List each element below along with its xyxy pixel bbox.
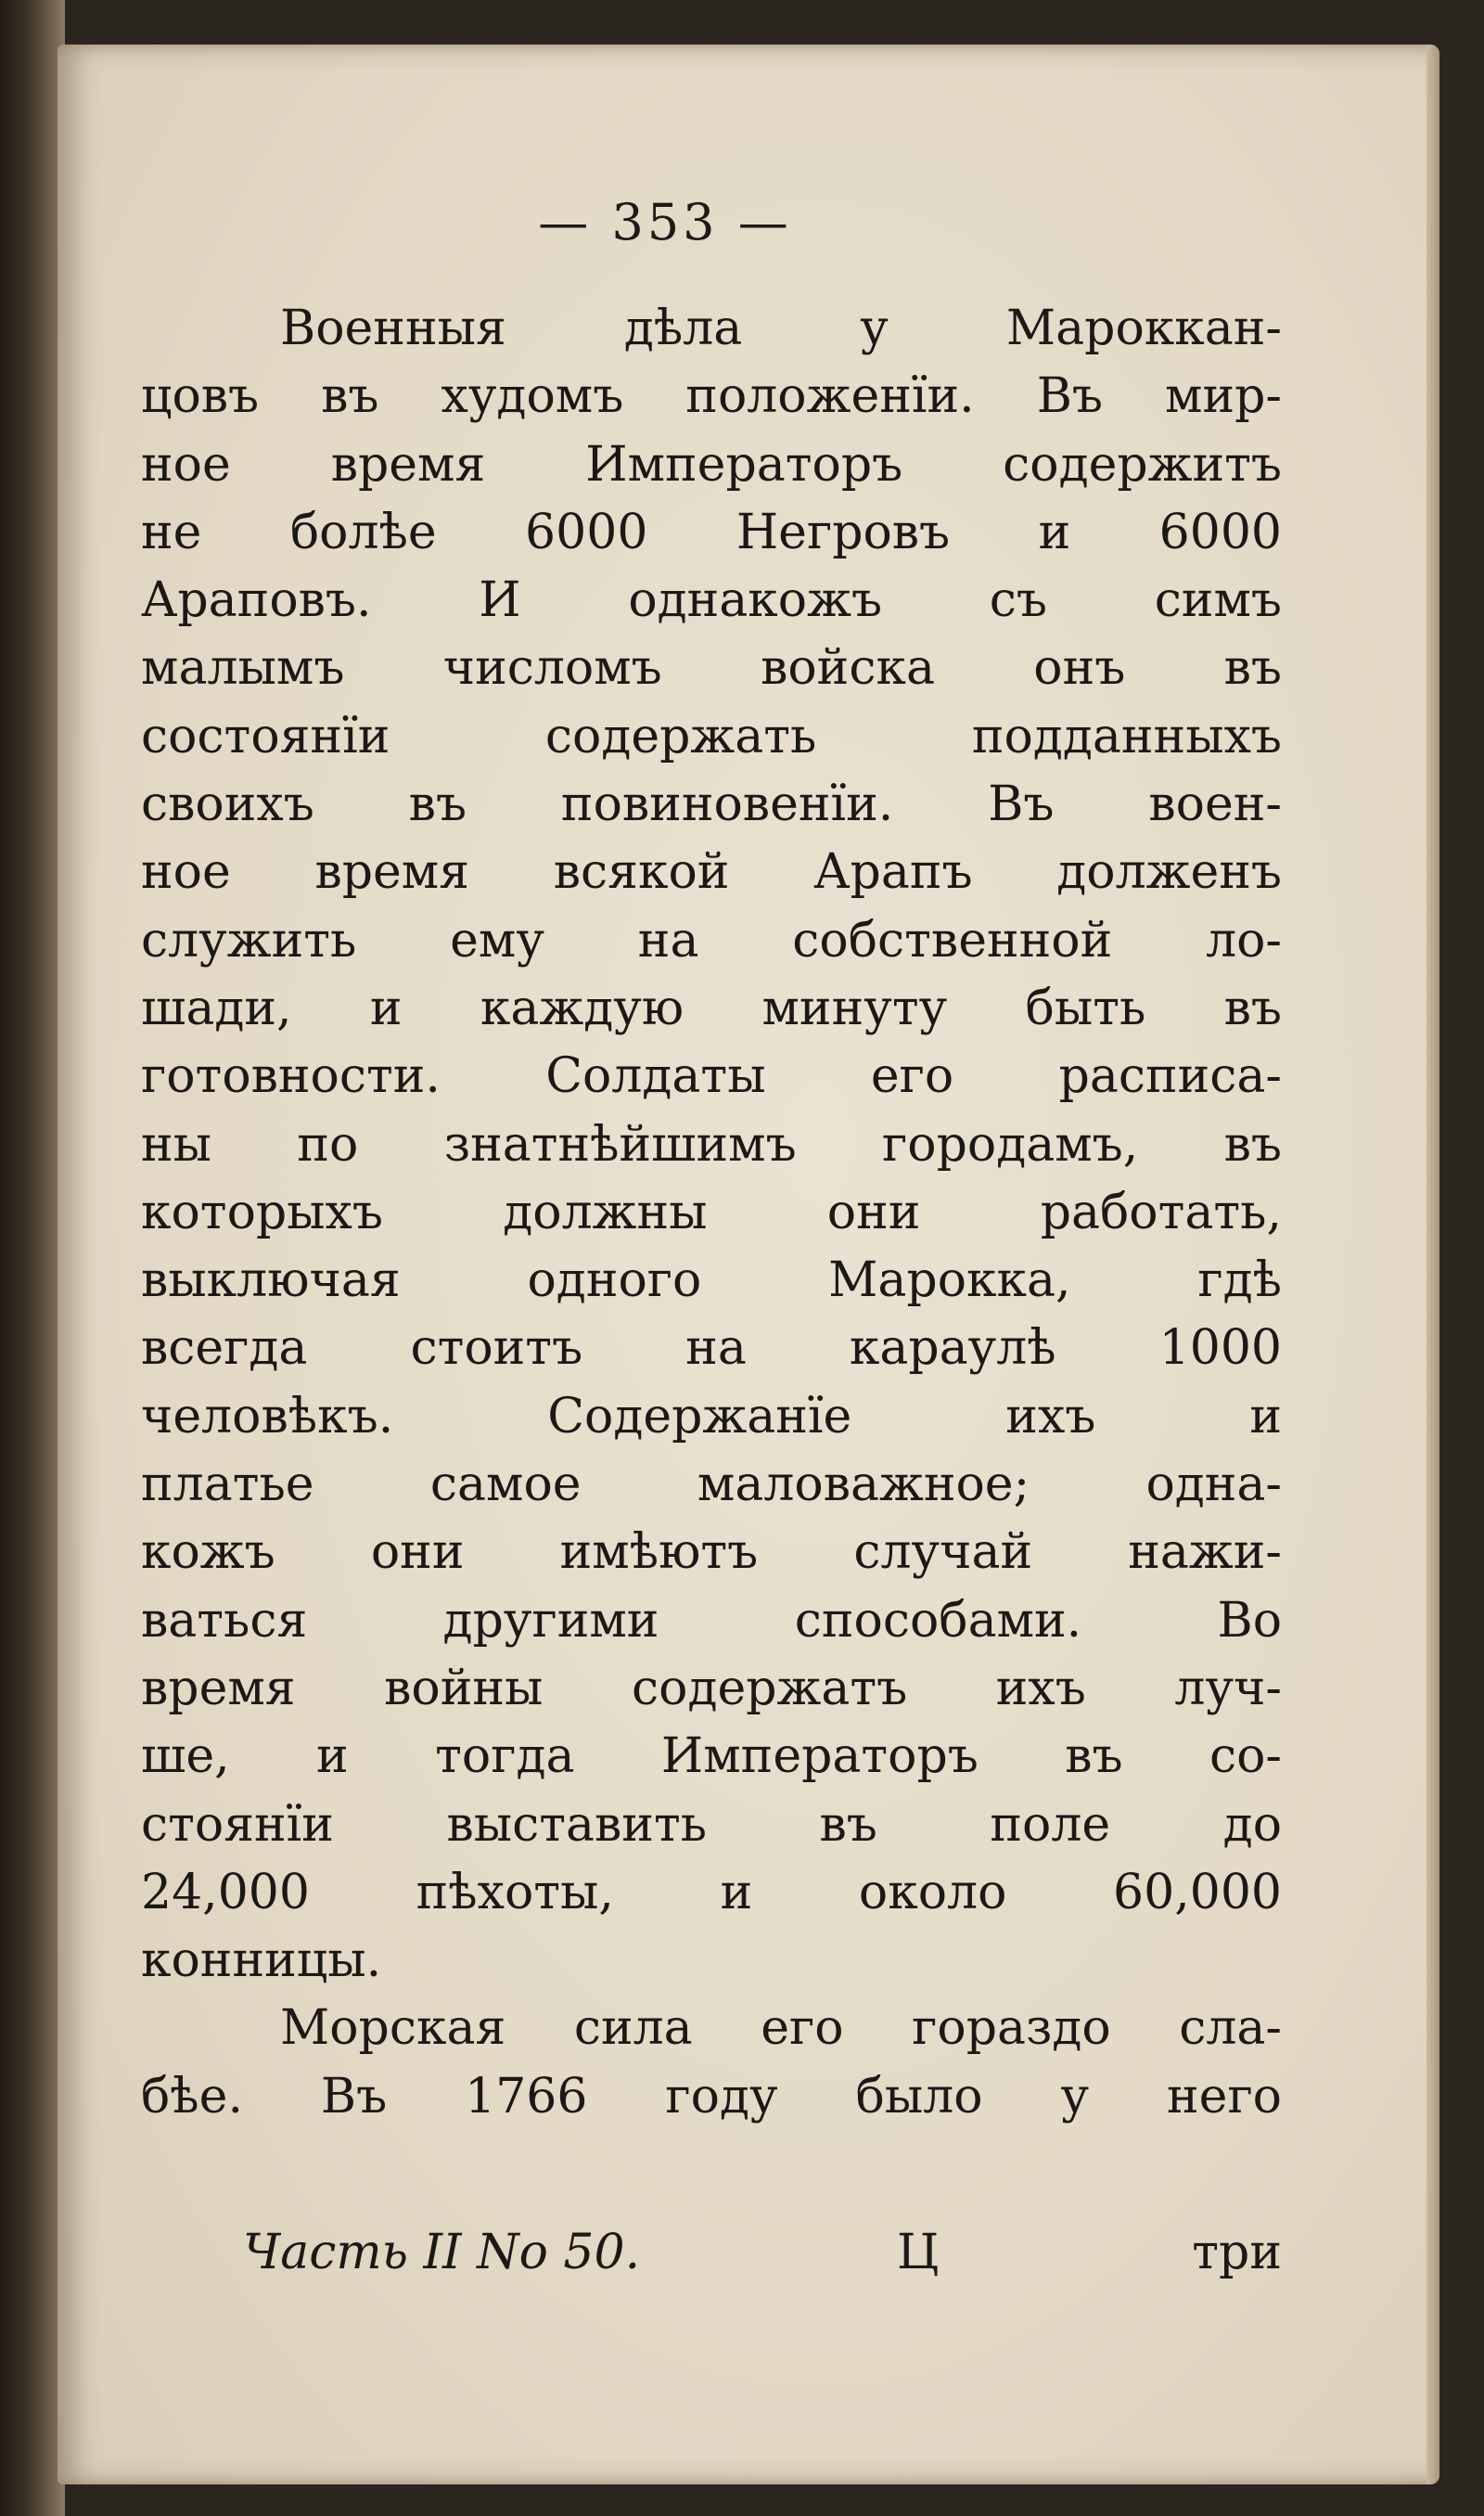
paragraph-2	[141, 1995, 1282, 2131]
text-line: которыхъ должны они работать,	[141, 1184, 1282, 1240]
text-line: ное время всякой Арапъ долженъ	[141, 844, 1282, 901]
text-line: шади, и каждую минуту быть въ	[141, 980, 1282, 1036]
text-line: цовъ въ худомъ положенїи. Въ мир-	[141, 368, 1282, 425]
text-line: состоянїи содержать подданныхъ	[141, 708, 1282, 764]
body-text	[141, 295, 1282, 2131]
book-page	[58, 45, 1439, 2484]
text-line: служить ему на собственной ло-	[141, 912, 1282, 969]
text-line: Морская сила его гораздо сла-	[280, 2000, 1282, 2057]
catchword: три	[1192, 2225, 1282, 2280]
text-line: человѣкъ. Содержанїе ихъ и	[141, 1388, 1282, 1444]
text-line: ваться другими способами. Во	[141, 1592, 1282, 1649]
signature-mark: Ц	[897, 2225, 940, 2280]
text-line: своихъ въ повиновенїи. Въ воен-	[141, 777, 1282, 833]
text-line: кожъ они имѣютъ случай нажи-	[141, 1524, 1282, 1581]
page-number: — 353 —	[538, 193, 792, 251]
text-line: всегда стоитъ на караулѣ 1000	[141, 1320, 1282, 1377]
text-line: конницы.	[141, 1932, 382, 1989]
text-line: время войны содержатъ ихъ луч-	[141, 1660, 1282, 1716]
page-edge	[1426, 45, 1439, 2484]
page-footer	[141, 2225, 1282, 2299]
signature-line: Часть II No 50.	[243, 2225, 641, 2280]
text-line: не болѣе 6000 Негровъ и 6000	[141, 504, 1282, 560]
text-line: 24,000 пѣхоты, и около 60,000	[141, 1864, 1282, 1920]
text-line: Араповъ. И однакожъ съ симъ	[141, 572, 1282, 629]
text-line: платье самое маловажное; одна-	[141, 1457, 1282, 1513]
text-line: Военныя дѣла у Мароккан-	[280, 301, 1282, 356]
text-line: готовности. Солдаты его расписа-	[141, 1048, 1282, 1105]
paragraph-1	[141, 295, 1282, 1995]
text-line: малымъ числомъ войска онъ въ	[141, 640, 1282, 697]
text-line: стоянїи выставить въ поле до	[141, 1796, 1282, 1853]
left-page-edge	[0, 0, 65, 2516]
text-line: ное время Императоръ содержитъ	[141, 436, 1282, 493]
text-line: выключая одного Марокка, гдѣ	[141, 1252, 1282, 1309]
text-line: бѣе. Въ 1766 году было у него	[141, 2068, 1282, 2124]
text-line: ше, и тогда Императоръ въ со-	[141, 1728, 1282, 1785]
text-line: ны по знатнѣйшимъ городамъ, въ	[141, 1116, 1282, 1173]
